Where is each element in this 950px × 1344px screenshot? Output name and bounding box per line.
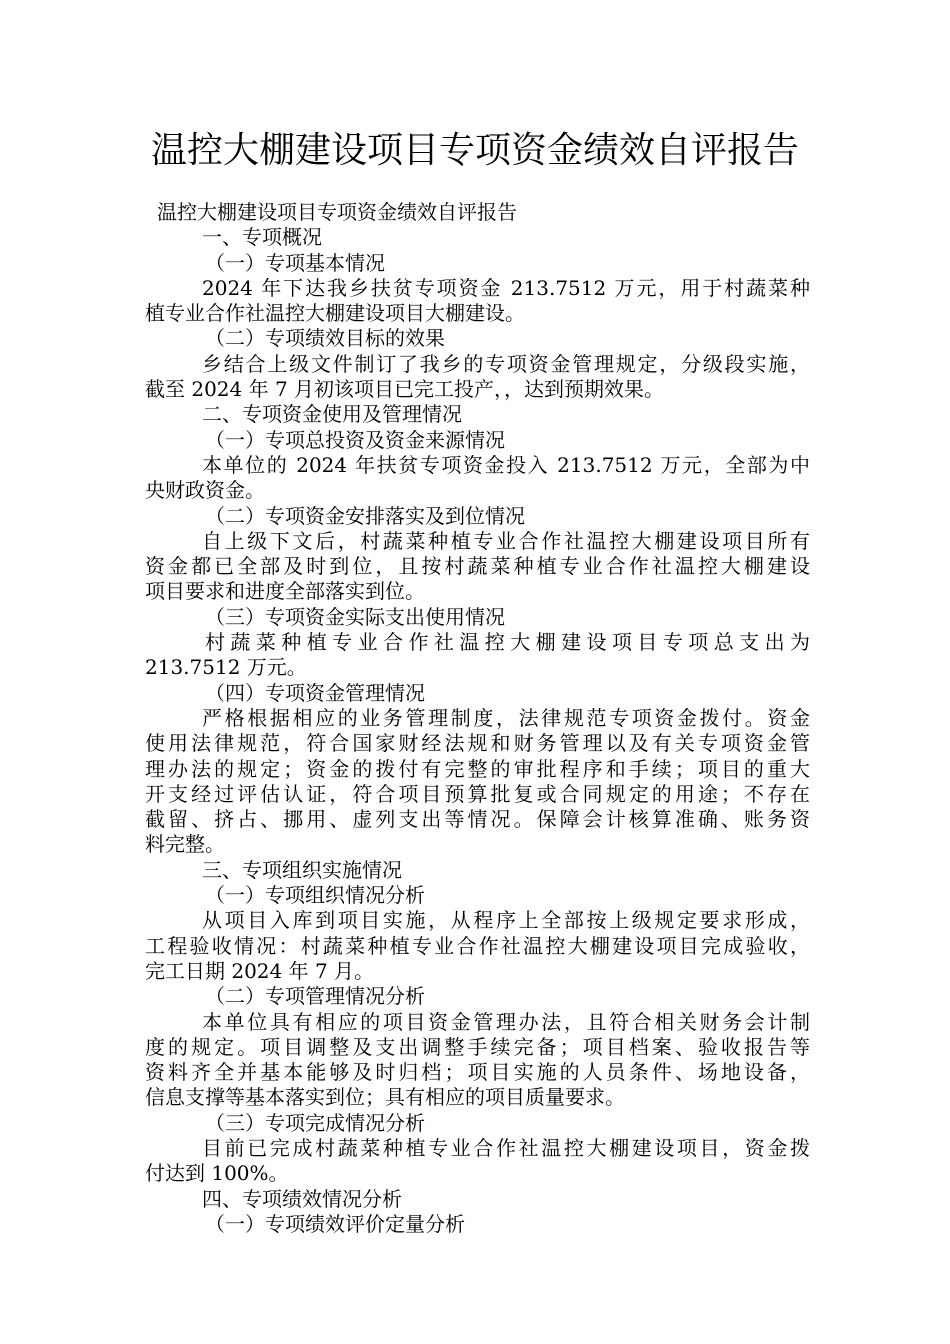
subsection-heading: （二）专项管理情况分析 — [205, 984, 425, 1009]
text-line: 温控大棚建设项目专项资金绩效自评报告 — [157, 200, 517, 224]
subsection-heading: （三）专项资金实际支出使用情况 — [205, 604, 505, 629]
subsection-heading: （一）专项基本情况 — [205, 250, 385, 275]
text-line: 村蔬菜种植专业合作社温控大棚建设项目专项总支出为 — [205, 630, 810, 655]
text-line: 本单位的 2024 年扶贫专项资金投入 213.7512 万元，全部为中 — [202, 452, 810, 477]
document-body — [145, 200, 810, 1237]
subsection-heading: （二）专项资金安排落实及到位情况 — [205, 503, 525, 528]
text-line: 213.7512 万元。 — [145, 655, 307, 680]
text-line: 使用法律规范，符合国家财经法规和财务管理以及有关专项资金管 — [145, 731, 810, 756]
text-line: 目前已完成村蔬菜种植专业合作社温控大棚建设项目，资金拨 — [202, 1135, 810, 1160]
subsection-heading: （四）专项资金管理情况 — [205, 680, 425, 705]
text-line: 严格根据相应的业务管理制度，法律规范专项资金拨付。资金 — [202, 705, 810, 730]
text-line: 资料齐全并基本能够及时归档；项目实施的人员条件、场地设备， — [145, 1060, 810, 1085]
section-heading: 一、专项概况 — [202, 225, 322, 250]
subsection-heading: （二）专项绩效目标的效果 — [205, 326, 445, 351]
text-line: 付达到 100%。 — [145, 1161, 289, 1186]
subsection-heading: （一）专项总投资及资金来源情况 — [205, 427, 505, 452]
text-line: 植专业合作社温控大棚建设项目大棚建设。 — [145, 301, 525, 326]
text-line: 项目要求和进度全部落实到位。 — [145, 579, 425, 604]
text-line: 资金都已全部及时到位，且按村蔬菜种植专业合作社温控大棚建设 — [145, 554, 810, 579]
text-line: 截留、挤占、挪用、虚列支出等情况。保障会计核算准确、账务资 — [145, 807, 810, 832]
text-line: 工程验收情况：村蔬菜种植专业合作社温控大棚建设项目完成验收， — [145, 933, 810, 958]
text-line: 信息支撑等基本落实到位；具有相应的项目质量要求。 — [145, 1085, 625, 1110]
section-heading: 三、专项组织实施情况 — [202, 857, 402, 882]
text-line: 理办法的规定；资金的拨付有完整的审批程序和手续；项目的重大 — [145, 756, 810, 781]
section-heading: 四、专项绩效情况分析 — [202, 1186, 402, 1211]
subsection-heading: （一）专项绩效评价定量分析 — [205, 1211, 465, 1236]
text-line: 自上级下文后，村蔬菜种植专业合作社温控大棚建设项目所有 — [202, 528, 810, 553]
text-line: 截至 2024 年 7 月初该项目已完工投产，，达到预期效果。 — [145, 377, 665, 402]
text-line: 本单位具有相应的项目资金管理办法，且符合相关财务会计制 — [202, 1009, 810, 1034]
document-title: 温控大棚建设项目专项资金绩效自评报告 — [150, 130, 799, 171]
subsection-heading: （一）专项组织情况分析 — [205, 883, 425, 908]
text-line: 央财政资金。 — [145, 478, 265, 503]
section-heading: 二、专项资金使用及管理情况 — [202, 402, 462, 427]
text-line: 度的规定。项目调整及支出调整手续完备；项目档案、验收报告等 — [145, 1034, 810, 1059]
text-line: 料完整。 — [145, 832, 225, 857]
text-line: 完工日期 2024 年 7 月。 — [145, 958, 375, 983]
subsection-heading: （三）专项完成情况分析 — [205, 1110, 425, 1135]
text-line: 2024 年下达我乡扶贫专项资金 213.7512 万元，用于村蔬菜种 — [202, 275, 810, 300]
text-line: 开支经过评估认证，符合项目预算批复或合同规定的用途；不存在 — [145, 781, 810, 806]
text-line: 从项目入库到项目实施，从程序上全部按上级规定要求形成， — [202, 908, 810, 933]
text-line: 乡结合上级文件制订了我乡的专项资金管理规定，分级段实施， — [202, 351, 810, 376]
